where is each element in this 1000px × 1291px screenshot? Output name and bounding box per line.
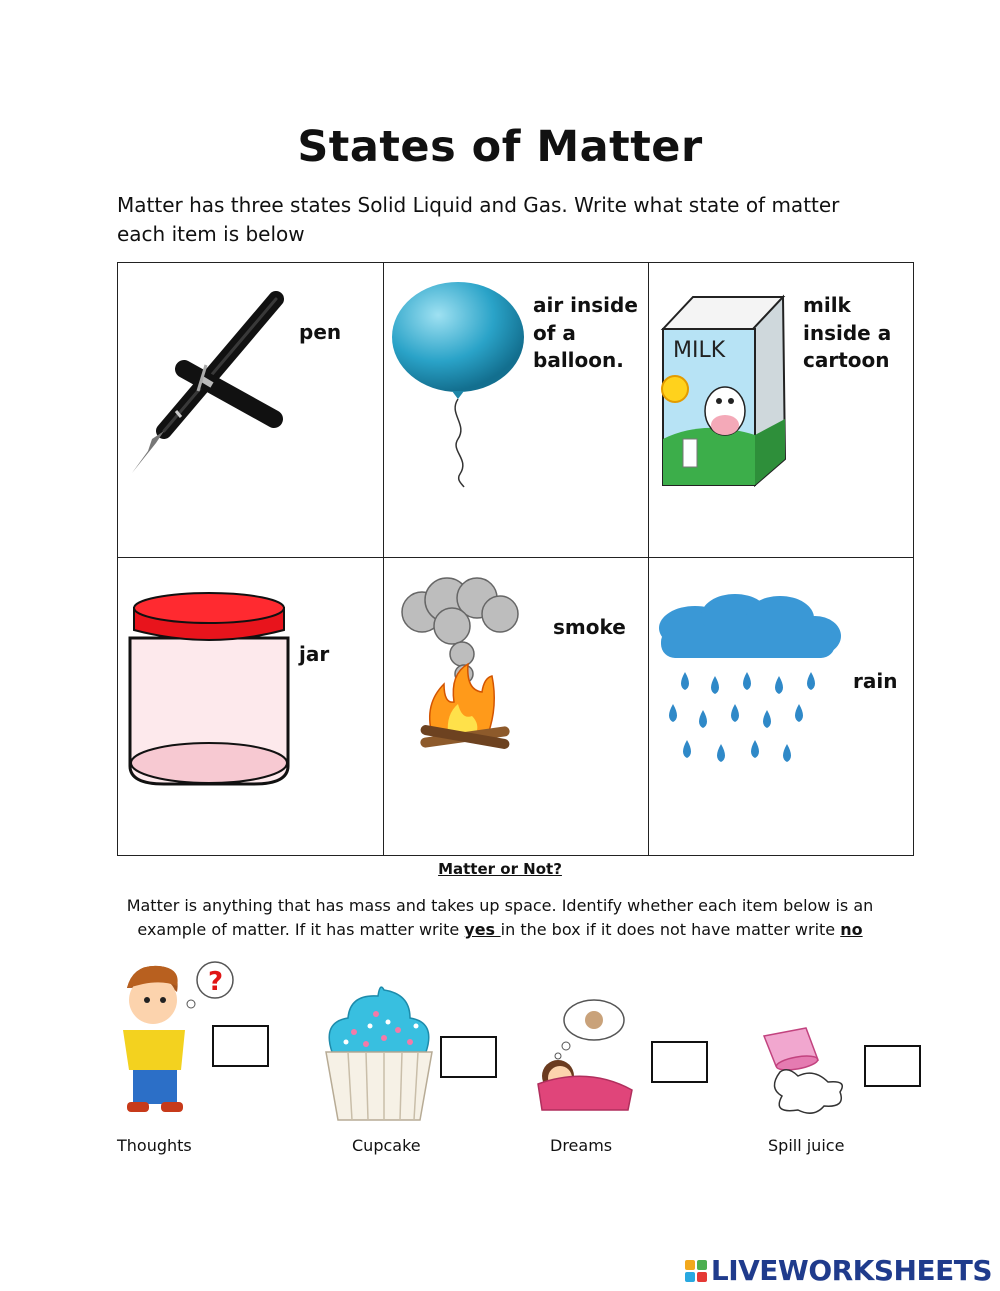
liveworksheets-logo: [685, 1254, 992, 1287]
cell-label: smoke: [553, 615, 626, 639]
answer-box-thoughts[interactable]: [212, 1025, 269, 1067]
instructions: Matter is anything that has mass and takes up space. Identify whether each item below is an example of matter. If it has matter write yes in the box if it does not have matter write no: [126, 896, 874, 939]
yes-word: yes: [464, 920, 501, 939]
svg-text:?: ?: [208, 967, 224, 997]
grid-cell-balloon: [384, 263, 648, 557]
milk-carton-icon: [653, 289, 793, 489]
section-heading: Matter or Not?: [438, 860, 562, 878]
dreaming-girl-icon: [528, 998, 638, 1112]
smoke-fire-icon: [392, 574, 532, 754]
answer-box-dreams[interactable]: [651, 1041, 708, 1083]
cell-label: milk inside a cartoon: [803, 293, 892, 372]
cell-label: rain: [853, 669, 898, 693]
spilled-glass-icon: [758, 1022, 850, 1120]
cell-label: jar: [299, 642, 330, 666]
no-word: no: [840, 920, 863, 939]
pen-icon: [126, 291, 286, 481]
caption-thoughts: Thoughts: [117, 1136, 192, 1155]
states-grid: [117, 262, 914, 856]
brand-name: LIVEWORKSHEETS: [710, 1254, 992, 1287]
caption-spill-juice: Spill juice: [768, 1136, 845, 1155]
grid-cell-smoke: [384, 558, 648, 856]
cell-label: air inside of a balloon.: [533, 293, 638, 372]
answer-box-cupcake[interactable]: [440, 1036, 497, 1078]
caption-cupcake: Cupcake: [352, 1136, 421, 1155]
grid-cell-pen: [118, 263, 383, 557]
logo-mark-icon: [685, 1260, 707, 1282]
cupcake-icon: [318, 982, 440, 1124]
rain-cloud-icon: [655, 592, 845, 772]
caption-dreams: Dreams: [550, 1136, 613, 1155]
intro-text: Matter has three states Solid Liquid and Gas. Write what state of matter each item is below: [117, 193, 840, 246]
grid-cell-jar: [118, 558, 383, 856]
milk-word: MILK: [673, 338, 726, 363]
balloon-icon: [388, 279, 528, 489]
cell-label: pen: [299, 320, 342, 344]
grid-cell-milk: [649, 263, 914, 557]
grid-cell-rain: [649, 558, 914, 856]
jar-icon: [124, 588, 294, 788]
page-title: States of Matter: [297, 122, 703, 172]
answer-box-spill-juice[interactable]: [864, 1045, 921, 1087]
